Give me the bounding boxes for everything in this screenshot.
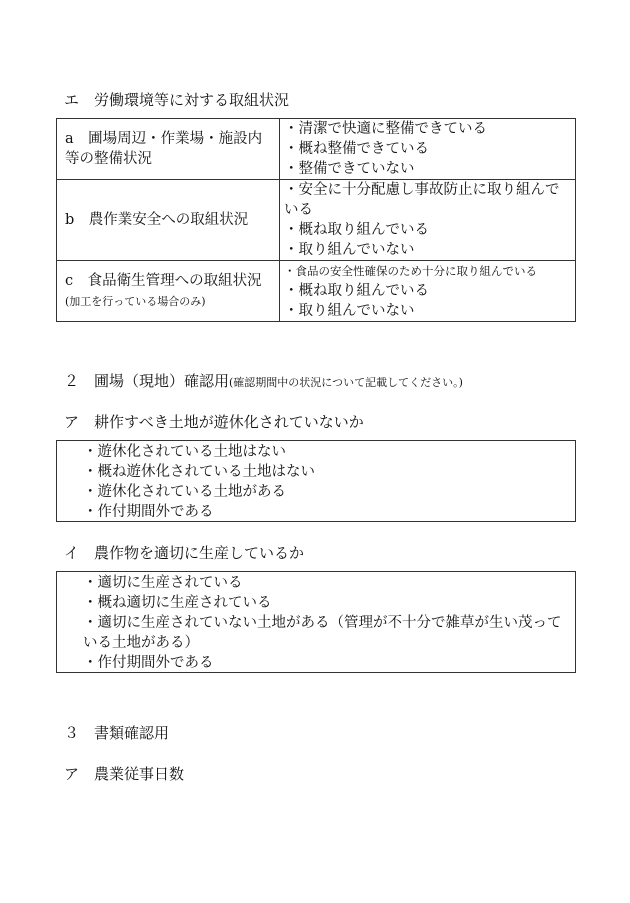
row-label-text: b 農作業安全への取組状況	[65, 212, 249, 228]
crop-production-options-box	[56, 571, 576, 673]
option[interactable]: ・作付期間外である	[83, 655, 214, 671]
option[interactable]: ・取り組んでいない	[284, 242, 415, 258]
section-e-heading: エ 労働環境等に対する取組状況	[64, 91, 290, 109]
table-row	[57, 119, 576, 180]
option[interactable]: ・遊休化されている土地がある	[83, 484, 286, 500]
row-label-text: c 食品衛生管理への取組状況	[65, 272, 262, 289]
option[interactable]: ・遊休化されている土地はない	[83, 444, 286, 460]
section-2i-heading: イ 農作物を適切に生産しているか	[64, 544, 305, 562]
section-3a-heading: ア 農業従事日数	[64, 765, 185, 783]
option[interactable]: ・安全に十分配慮し事故防止に取り組んでいる	[284, 182, 560, 218]
option[interactable]: ・概ね取り組んでいる	[284, 222, 429, 238]
environment-evaluation-table	[56, 118, 576, 322]
option[interactable]: ・食品の安全性確保のため十分に取り組んでいる	[284, 264, 537, 278]
option[interactable]: ・適切に生産されていない土地がある（管理が不十分で雑草が生い茂って いる土地がある）	[83, 615, 576, 651]
idle-land-options-box	[56, 440, 576, 522]
option[interactable]: ・作付期間外である	[83, 504, 214, 520]
table-row	[57, 261, 576, 322]
row-label	[57, 261, 280, 322]
row-options	[280, 261, 576, 322]
section-2a-heading: ア 耕作すべき土地が遊休化されていないか	[64, 413, 364, 431]
option[interactable]: ・概ね遊休化されている土地はない	[83, 464, 315, 480]
option[interactable]: ・適切に生産されている	[83, 575, 243, 591]
option[interactable]: ・概ね適切に生産されている	[83, 595, 272, 611]
row-label	[57, 180, 280, 261]
option[interactable]: ・整備できていない	[284, 161, 415, 177]
row-label-note: (加工を行っている場合のみ)	[65, 294, 206, 308]
section-2-note: (確認期間中の状況について記載してください。)	[229, 376, 463, 389]
option[interactable]: ・取り組んでいない	[284, 303, 415, 319]
section-3-heading: ３ 書類確認用	[64, 724, 170, 742]
option[interactable]: ・清潔で快適に整備できている	[284, 121, 487, 137]
row-label-text: a 圃場周辺・作業場・施設内等の整備状況	[65, 131, 263, 167]
table-row	[57, 180, 576, 261]
row-label	[57, 119, 280, 180]
option[interactable]: ・概ね整備できている	[284, 141, 429, 157]
row-options	[280, 180, 576, 261]
section-2-heading	[64, 371, 463, 393]
section-2-title: ２ 圃場（現地）確認用	[64, 372, 230, 390]
row-options	[280, 119, 576, 180]
option[interactable]: ・概ね取り組んでいる	[284, 283, 429, 299]
